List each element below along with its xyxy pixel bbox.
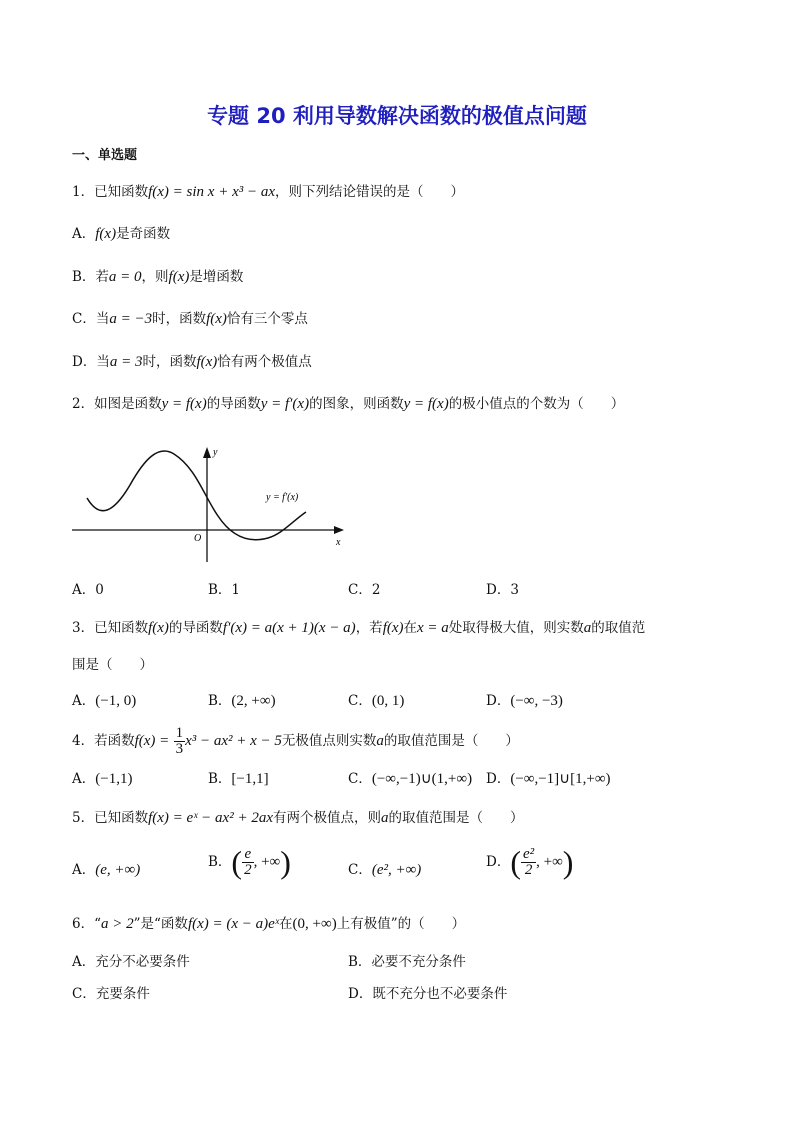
derivative-graph bbox=[68, 440, 348, 565]
q1-option-b: B．若a = 0，则f(x)是增函数 bbox=[72, 269, 244, 285]
q4-fraction: $\frac{1}{3}$ bbox=[175, 725, 184, 757]
q6-option-a: A．充分不必要条件 bbox=[72, 954, 190, 970]
q6-option-c: C．充要条件 bbox=[72, 986, 150, 1002]
q5-option-c: C．(e², +∞) bbox=[348, 862, 422, 878]
q4-option-b: B．[−1,1] bbox=[208, 771, 269, 787]
question-4-stem: 4．若函数f(x) = $\frac{1}{3}$ x³ − ax² + x − 5无极值点则实数a的取值范围是（ ） bbox=[72, 725, 519, 757]
question-3-stem-line2: 围是（ ） bbox=[72, 657, 153, 673]
q1-option-d: D．当a = 3时，函数f(x)恰有两个极值点 bbox=[72, 354, 312, 370]
q2-option-b: B．1 bbox=[208, 582, 241, 598]
x-axis-arrow bbox=[334, 526, 344, 534]
question-3-stem: 3．已知函数f(x)的导函数f′(x) = a(x + 1)(x − a)，若f(x)在x = a处取得极大值，则实数a的取值范 bbox=[72, 620, 646, 636]
q1-formula: f(x) = sin x + x³ − ax bbox=[148, 184, 276, 200]
q3-option-a: A．(−1, 0) bbox=[72, 693, 137, 709]
q5-option-b: B．( $\frac{e}{2}$ , +∞) bbox=[208, 844, 291, 880]
y-axis-arrow bbox=[203, 447, 211, 458]
q3-option-b: B．(2, +∞) bbox=[208, 693, 276, 709]
question-5-stem: 5．已知函数f(x) = eˣ − ax² + 2ax有两个极值点，则a的取值范围是（ ） bbox=[72, 810, 524, 826]
q5-b-fraction: $\frac{e}{2}$ bbox=[244, 846, 252, 878]
q5-option-d: D．( $\frac{\text{e²}}{2}$ , +∞) bbox=[486, 844, 574, 880]
q1-option-c: C．当a = −3时，函数f(x)恰有三个零点 bbox=[72, 311, 308, 327]
q6-option-d: D．既不充分也不必要条件 bbox=[348, 986, 508, 1002]
q1-option-a: A．f(x)是奇函数 bbox=[72, 226, 171, 242]
q2-option-a: A．0 bbox=[72, 582, 104, 598]
x-axis-label: x bbox=[336, 537, 341, 548]
q3-option-d: D．(−∞, −3) bbox=[486, 693, 563, 709]
q5-option-a: A．(e, +∞) bbox=[72, 862, 141, 878]
q5-d-fraction: $\frac{\text{e²}}{2}$ bbox=[522, 846, 535, 878]
q2-option-c: C．2 bbox=[348, 582, 381, 598]
curve-label: y = f′(x) bbox=[266, 492, 299, 503]
q3-option-c: C．(0, 1) bbox=[348, 693, 405, 709]
question-6-stem: 6．“a > 2”是“函数f(x) = (x − a)eˣ在(0, +∞)上有极值”的（ ） bbox=[72, 916, 466, 932]
question-2-stem: 2．如图是函数y = f(x)的导函数y = f′(x)的图象，则函数y = f(x)的极小值点的个数为（ ） bbox=[72, 396, 625, 412]
q4-option-a: A．(−1,1) bbox=[72, 771, 133, 787]
page-title: 专题 20 利用导数解决函数的极值点问题 bbox=[207, 104, 587, 128]
question-1-stem: 1．已知函数f(x) = sin x + x³ − ax，则下列结论错误的是（ ） bbox=[72, 184, 465, 200]
q4-option-d: D．(−∞,−1]∪[1,+∞) bbox=[486, 771, 611, 787]
q2-option-d: D．3 bbox=[486, 582, 519, 598]
y-axis-label: y bbox=[213, 447, 218, 458]
q6-option-b: B．必要不充分条件 bbox=[348, 954, 466, 970]
q4-option-c: C．(−∞,−1)∪(1,+∞) bbox=[348, 771, 473, 787]
origin-label: O bbox=[194, 533, 202, 544]
section-heading: 一、单选题 bbox=[72, 148, 138, 163]
